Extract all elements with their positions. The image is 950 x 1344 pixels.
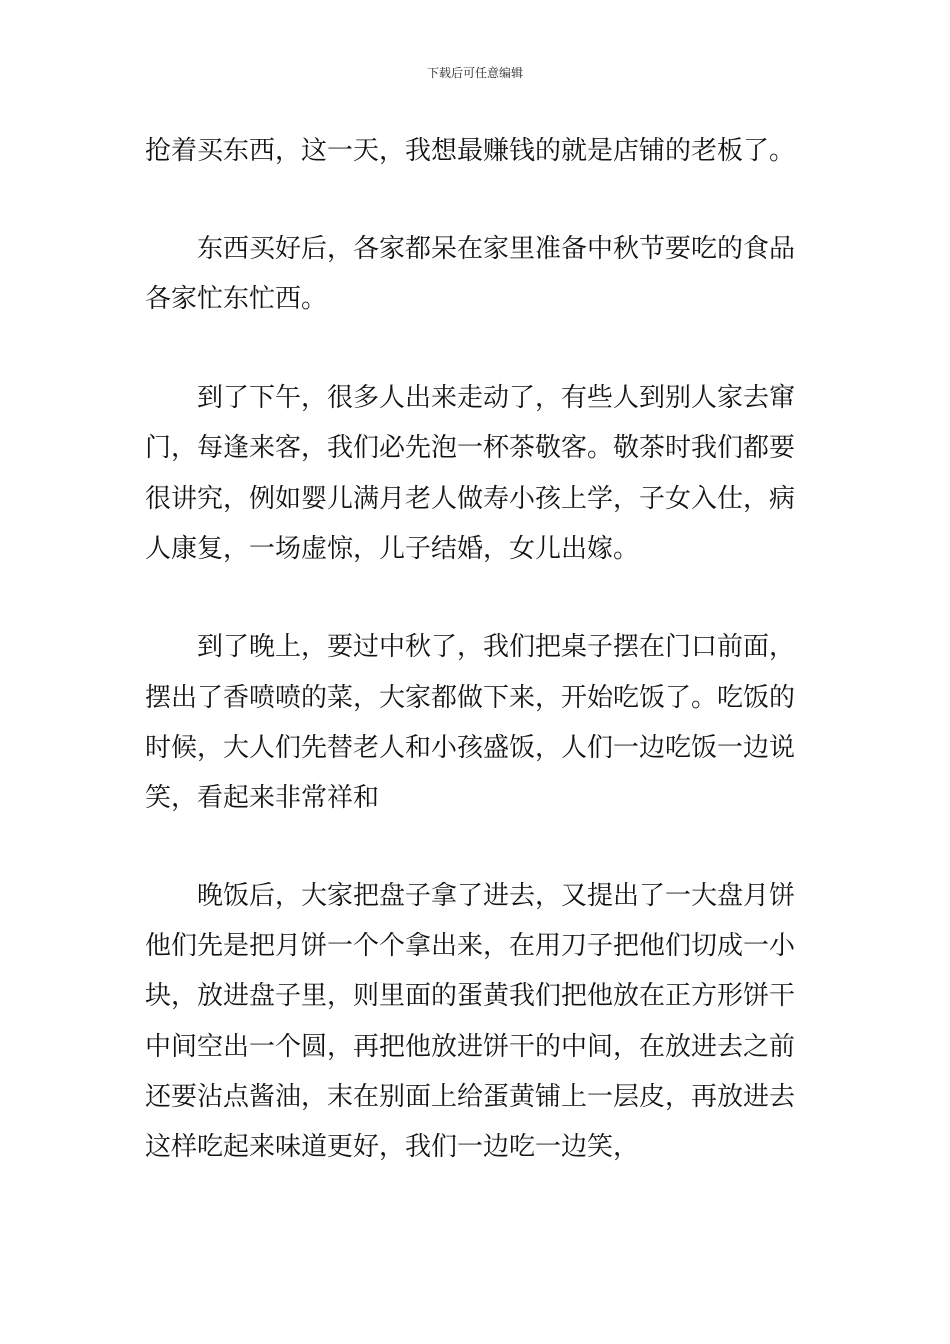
paragraph-3-line-2: 门，每逢来客，我们必先泡一杯茶敬客。敬茶时我们都要 [145,433,796,463]
paragraph-3-line-3: 很讲究，例如婴儿满月老人做寿小孩上学，子女入仕，病 [145,484,796,514]
paragraph-5-line-1: 晚饭后，大家把盘子拿了进去，又提出了一大盘月饼 [197,881,796,911]
paragraph-4-line-4: 笑，看起来非常祥和 [145,783,380,813]
paragraph-4-line-3: 时候，大人们先替老人和小孩盛饭，人们一边吃饭一边说 [145,733,796,763]
paragraph-3-line-1: 到了下午，很多人出来走动了，有些人到别人家去窜 [197,383,796,413]
paragraph-4-line-2: 摆出了香喷喷的菜，大家都做下来，开始吃饭了。吃饭的 [145,683,796,713]
paragraph-1-line-1: 抢着买东西，这一天，我想最赚钱的就是店铺的老板了。 [145,136,796,166]
paragraph-2-line-1: 东西买好后，各家都呆在家里准备中秋节要吃的食品 [197,234,796,264]
paragraph-4-line-1: 到了晚上，要过中秋了，我们把桌子摆在门口前面， [197,632,796,662]
paragraph-5-line-4: 中间空出一个圆，再把他放进饼干的中间，在放进去之前 [145,1032,796,1062]
paragraph-5-line-3: 块，放进盘子里，则里面的蛋黄我们把他放在正方形饼干 [145,981,796,1011]
paragraph-3-line-4: 人康复，一场虚惊，儿子结婚，女儿出嫁。 [145,534,640,564]
paragraph-5-line-2: 他们先是把月饼一个个拿出来，在用刀子把他们切成一小 [145,931,796,961]
paragraph-2-line-2: 各家忙东忙西。 [145,284,328,314]
page-header: 下载后可任意编辑 [426,66,523,80]
paragraph-5-line-6: 这样吃起来味道更好，我们一边吃一边笑， [145,1132,640,1162]
paragraph-5-line-5: 还要沾点酱油，末在别面上给蛋黄铺上一层皮，再放进去 [145,1082,796,1112]
